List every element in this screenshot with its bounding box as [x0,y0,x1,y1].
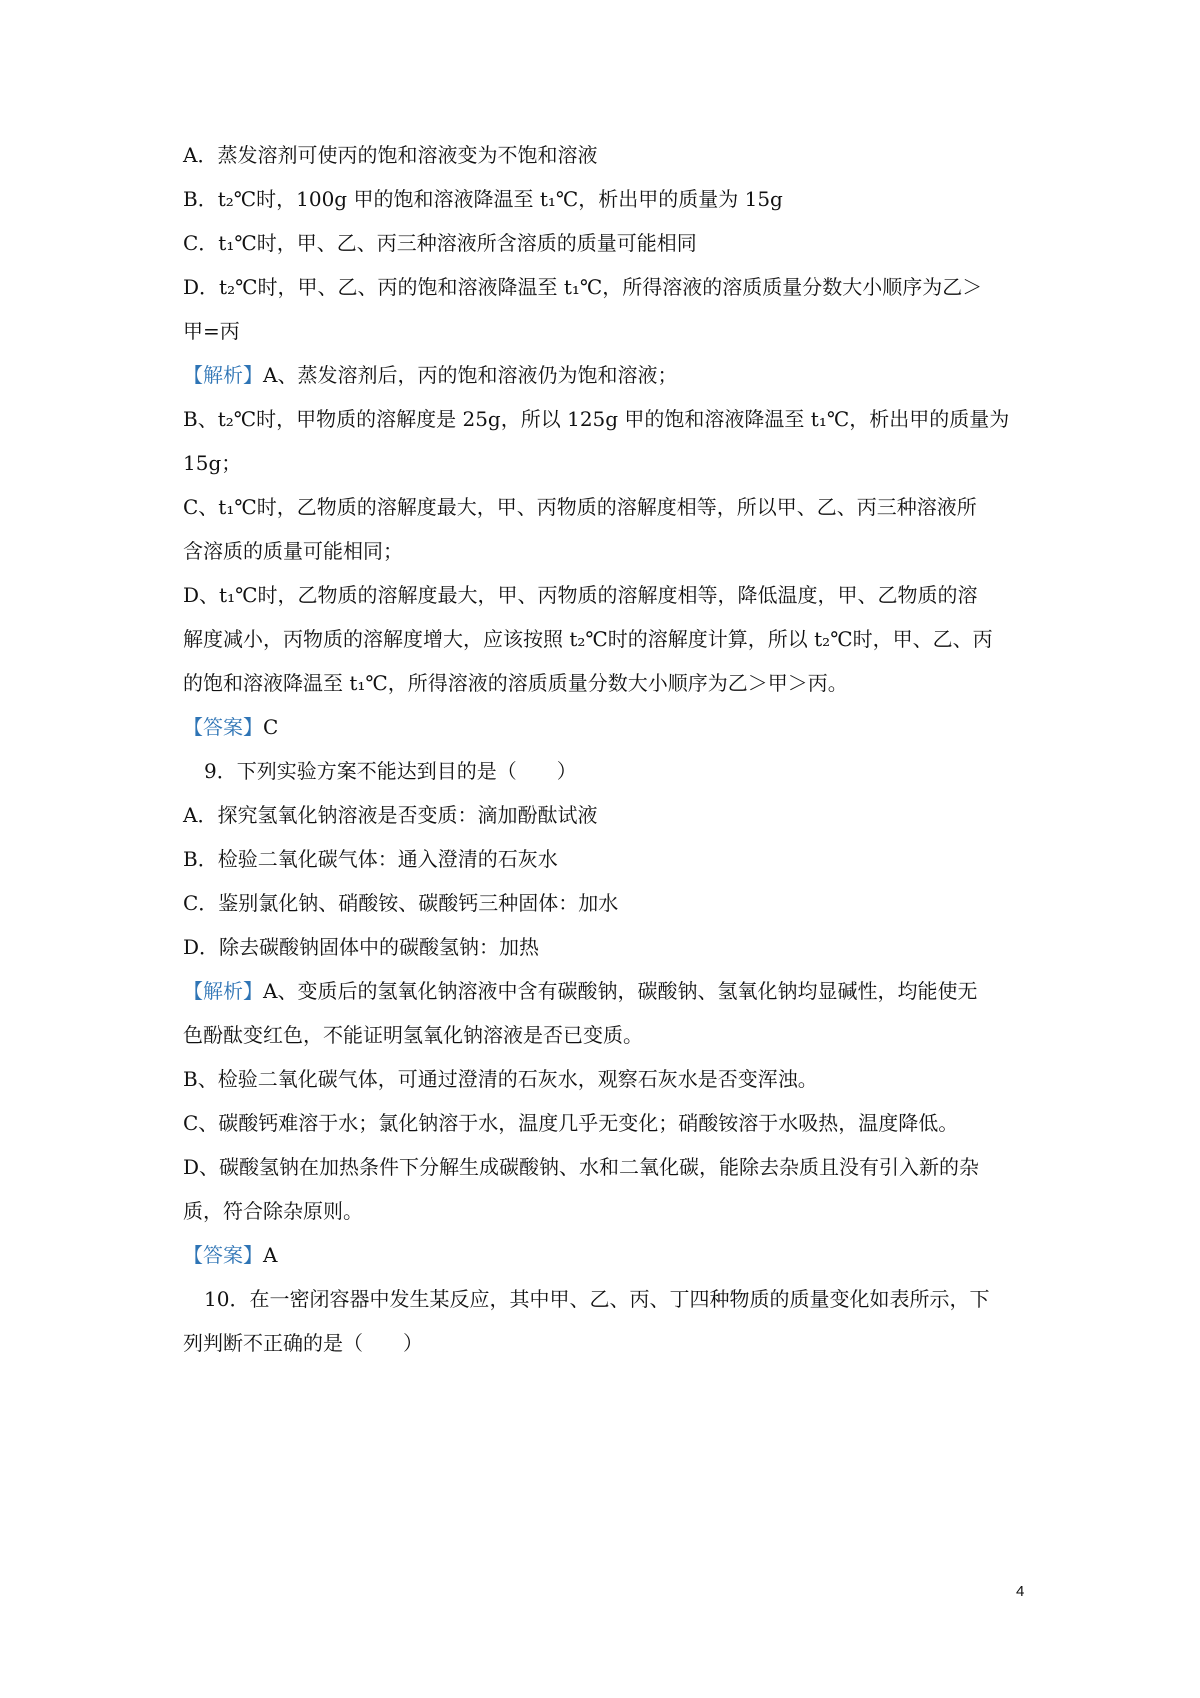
analysis-text: A、蒸发溶剂后，丙的饱和溶液仍为饱和溶液； [263,363,678,387]
answer-tag: 【答案】 [183,715,263,739]
q10-stem-line2: 列判断不正确的是（ ） [183,1331,423,1355]
q9-analysis-d-line1: D、碳酸氢钠在加热条件下分解生成碳酸钠、水和二氧化碳，能除去杂质且没有引入新的杂 [183,1155,980,1179]
q8-answer [183,714,278,740]
q9-analysis-c: C、碳酸钙难溶于水；氯化钠溶于水，温度几乎无变化；硝酸铵溶于水吸热，温度降低。 [183,1111,959,1135]
q8-analysis-d-line1: D、t₁℃时，乙物质的溶解度最大，甲、丙物质的溶解度相等，降低温度，甲、乙物质的溶 [183,583,978,607]
q8-option-d-line1: D．t₂℃时，甲、乙、丙的饱和溶液降温至 t₁℃，所得溶液的溶质质量分数大小顺序为乙＞ [183,275,983,299]
q8-option-a: A．蒸发溶剂可使丙的饱和溶液变为不饱和溶液 [183,143,598,167]
answer-value: A [263,1243,278,1267]
q9-analysis-b: B、检验二氧化碳气体，可通过澄清的石灰水，观察石灰水是否变浑浊。 [183,1067,818,1091]
q8-analysis-d-line3: 的饱和溶液降温至 t₁℃，所得溶液的溶质质量分数大小顺序为乙＞甲＞丙。 [183,671,848,695]
analysis-text: A、变质后的氢氧化钠溶液中含有碳酸钠，碳酸钠、氢氧化钠均显碱性，均能使无 [263,979,978,1003]
q9-option-b: B．检验二氧化碳气体：通入澄清的石灰水 [183,847,558,871]
q8-analysis-b-line1: B、t₂℃时，甲物质的溶解度是 25g，所以 125g 甲的饱和溶液降温至 t₁℃，析出甲的质量为 [183,407,1010,431]
analysis-tag: 【解析】 [183,363,263,387]
analysis-tag: 【解析】 [183,979,263,1003]
q8-option-b: B．t₂℃时，100g 甲的饱和溶液降温至 t₁℃，析出甲的质量为 15g [183,187,783,211]
q8-option-c: C．t₁℃时，甲、乙、丙三种溶液所含溶质的质量可能相同 [183,231,697,255]
q9-stem: 9．下列实验方案不能达到目的是（ ） [204,759,577,783]
q8-analysis-d-line2: 解度减小，丙物质的溶解度增大，应该按照 t₂℃时的溶解度计算，所以 t₂℃时，甲、乙、丙 [183,627,993,651]
q9-option-c: C．鉴别氯化钠、硝酸铵、碳酸钙三种固体：加水 [183,891,619,915]
page-number: 4 [1016,1583,1025,1600]
q8-analysis-a [183,362,677,388]
q9-option-a: A．探究氢氧化钠溶液是否变质：滴加酚酞试液 [183,803,598,827]
q8-analysis-c-line1: C、t₁℃时，乙物质的溶解度最大，甲、丙物质的溶解度相等，所以甲、乙、丙三种溶液所 [183,495,977,519]
q8-analysis-c-line2: 含溶质的质量可能相同； [183,539,403,563]
q10-stem-line1: 10．在一密闭容器中发生某反应，其中甲、乙、丙、丁四种物质的质量变化如表所示，下 [204,1287,990,1311]
q9-analysis-d-line2: 质，符合除杂原则。 [183,1199,363,1223]
q8-option-d-line2: 甲=丙 [183,319,240,343]
answer-value: C [263,715,279,739]
q9-analysis-a-line1 [183,978,977,1004]
q8-analysis-b-line2: 15g； [183,451,242,475]
q9-option-d: D．除去碳酸钠固体中的碳酸氢钠：加热 [183,935,540,959]
q9-answer [183,1242,277,1268]
answer-tag: 【答案】 [183,1243,263,1267]
q9-analysis-a-line2: 色酚酞变红色，不能证明氢氧化钠溶液是否已变质。 [183,1023,643,1047]
